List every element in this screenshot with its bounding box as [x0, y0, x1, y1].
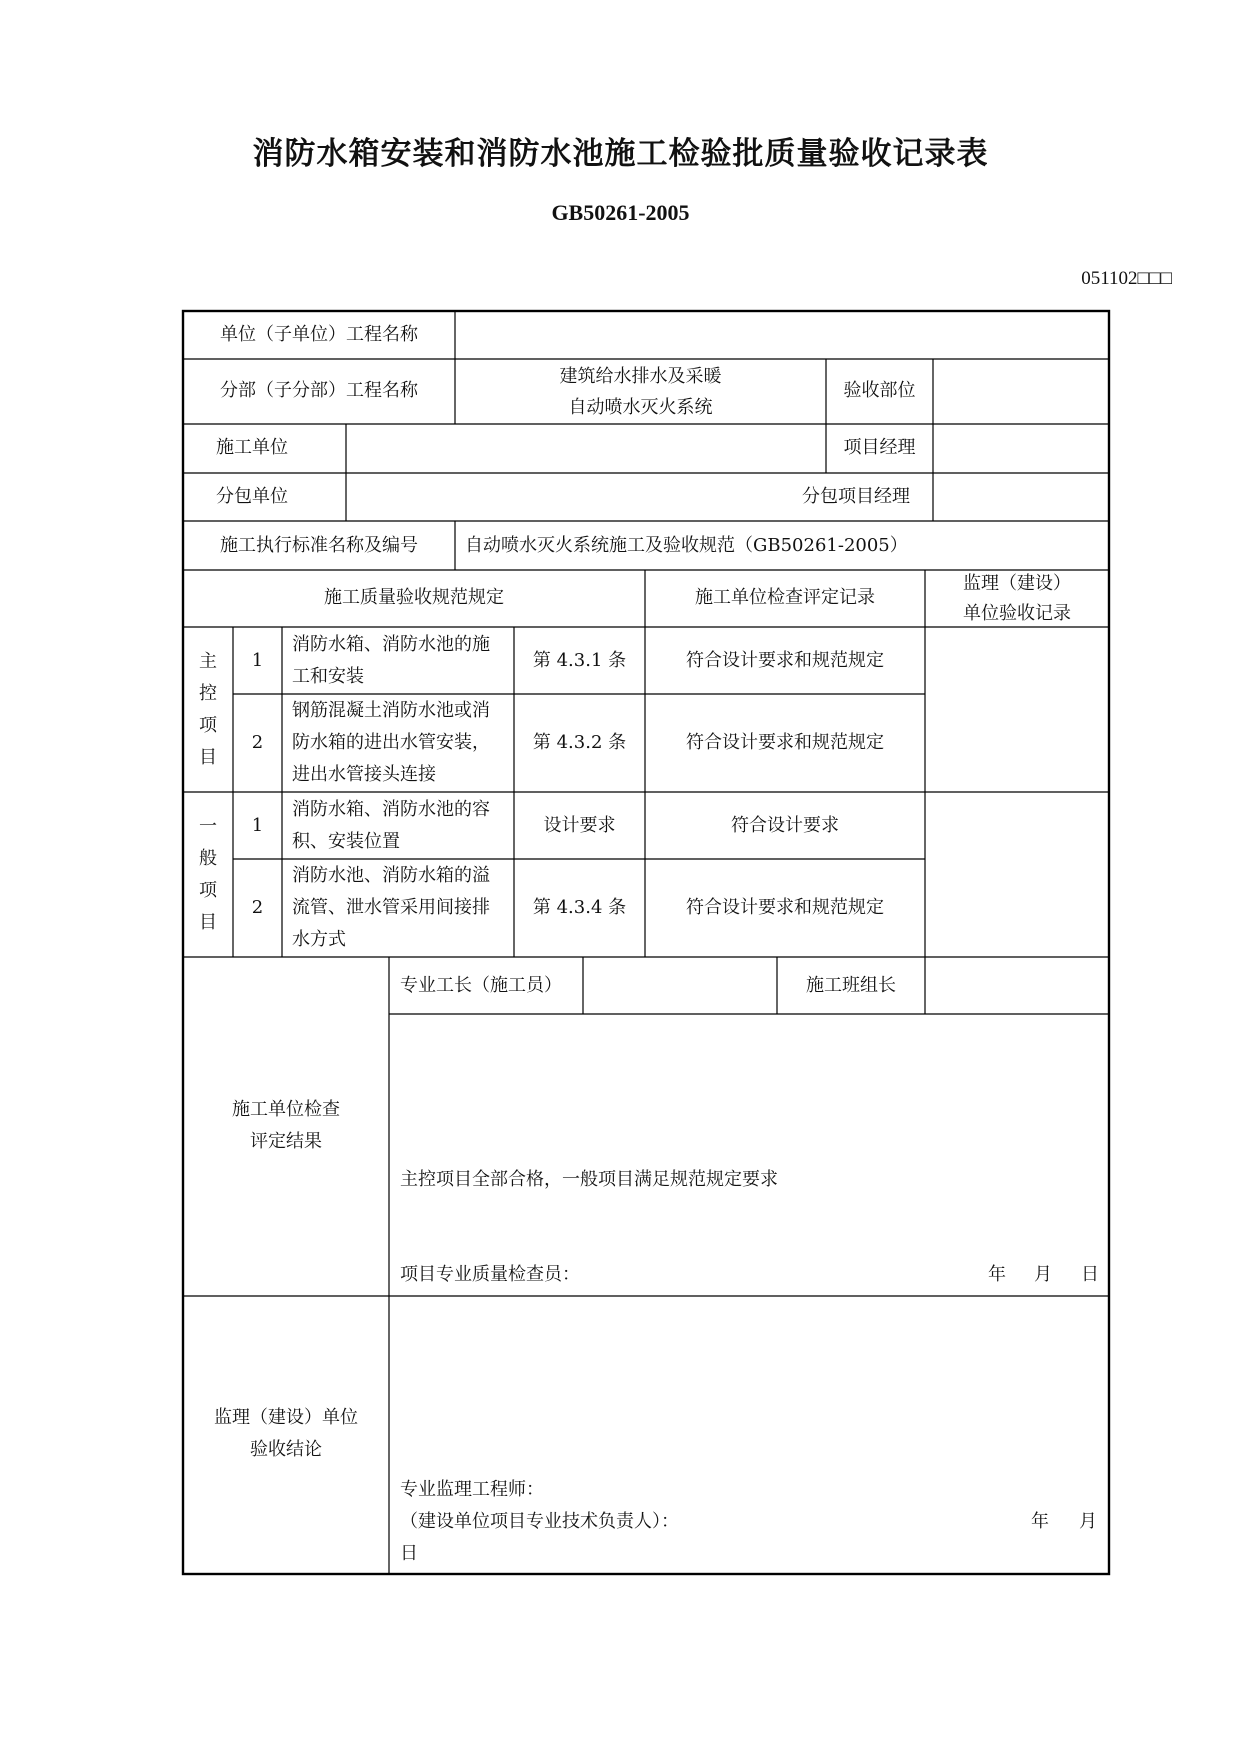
owner-representative-label: （建设单位项目专业技术负责人）： [400, 1511, 679, 1532]
item-description: 积、安装位置 [292, 831, 400, 852]
team-leader-label: 施工班组长 [806, 975, 896, 996]
column-record-header: 施工单位检查评定记录 [695, 587, 875, 608]
foreman-label: 专业工长（施工员） [400, 975, 562, 996]
item-description: 消防水池、消防水箱的溢 [292, 865, 490, 886]
check-result-label-line1: 施工单位检查 [232, 1099, 340, 1120]
item-record: 符合设计要求和规范规定 [686, 897, 884, 918]
supervision-date-day: 日 [400, 1543, 418, 1564]
check-date-day: 日 [1081, 1264, 1099, 1285]
item-clause: 设计要求 [543, 815, 616, 836]
item-number: 2 [251, 732, 264, 753]
item-record: 符合设计要求 [731, 815, 839, 836]
column-spec-header: 施工质量验收规范规定 [324, 587, 504, 608]
item-number: 2 [251, 897, 264, 918]
check-date-year: 年 [988, 1264, 1006, 1285]
column-supervisor-header-line2: 单位验收记录 [963, 603, 1071, 624]
project-manager-label: 项目经理 [843, 437, 916, 458]
construction-unit-label: 施工单位 [216, 437, 288, 458]
group-general-char: 般 [199, 848, 217, 869]
group-main-char: 控 [199, 683, 217, 704]
standard-code: GB50261-2005 [551, 200, 690, 225]
item-clause: 第 4.3.4 条 [532, 897, 627, 918]
item-record: 符合设计要求和规范规定 [686, 732, 884, 753]
item-description: 工和安装 [292, 666, 364, 687]
check-result-label-line2: 评定结果 [250, 1131, 322, 1152]
item-clause: 第 4.3.2 条 [532, 732, 627, 753]
supervision-date-month: 月 [1079, 1511, 1097, 1532]
item-clause: 第 4.3.1 条 [532, 650, 627, 671]
group-general-char: 项 [199, 880, 217, 901]
supervision-label-line1: 监理（建设）单位 [214, 1407, 358, 1428]
unit-project-label: 单位（子单位）工程名称 [220, 324, 418, 345]
item-number: 1 [251, 815, 264, 836]
quality-inspector-label: 项目专业质量检查员： [400, 1264, 580, 1285]
division-value-line2: 自动喷水灭火系统 [568, 397, 713, 418]
execution-standard-label: 施工执行标准名称及编号 [220, 535, 418, 556]
group-main-char: 目 [199, 747, 217, 768]
subcontractor-label: 分包单位 [216, 486, 288, 507]
check-conclusion: 主控项目全部合格，一般项目满足规范规定要求 [400, 1169, 778, 1190]
item-number: 1 [251, 650, 264, 671]
check-date-month: 月 [1034, 1264, 1052, 1285]
group-general-char: 一 [199, 816, 217, 837]
item-description: 消防水箱、消防水池的施 [292, 634, 490, 655]
item-description: 水方式 [292, 929, 346, 950]
item-description: 进出水管接头连接 [292, 764, 436, 785]
group-main-char: 主 [199, 651, 217, 672]
item-description: 防水箱的进出水管安装， [292, 732, 490, 753]
acceptance-part-label: 验收部位 [843, 380, 916, 401]
item-record: 符合设计要求和规范规定 [686, 650, 884, 671]
execution-standard-value: 自动喷水灭火系统施工及验收规范（GB50261-2005） [465, 535, 908, 556]
item-description: 流管、泄水管采用间接排 [292, 897, 490, 918]
supervising-engineer-label: 专业监理工程师： [400, 1479, 544, 1500]
division-label: 分部（子分部）工程名称 [220, 380, 418, 401]
group-main-char: 项 [199, 715, 217, 736]
column-supervisor-header-line1: 监理（建设） [963, 573, 1071, 594]
form-code: 051102□□□ [1081, 268, 1172, 289]
sub-project-manager-label: 分包项目经理 [802, 486, 910, 507]
supervision-label-line2: 验收结论 [250, 1439, 322, 1460]
group-general-char: 目 [199, 912, 217, 933]
supervision-date-year: 年 [1031, 1511, 1049, 1532]
item-description: 消防水箱、消防水池的容 [292, 799, 490, 820]
page-title: 消防水箱安装和消防水池施工检验批质量验收记录表 [252, 136, 989, 172]
division-value-line1: 建筑给水排水及采暖 [559, 366, 722, 387]
item-description: 钢筋混凝土消防水池或消 [292, 700, 490, 721]
